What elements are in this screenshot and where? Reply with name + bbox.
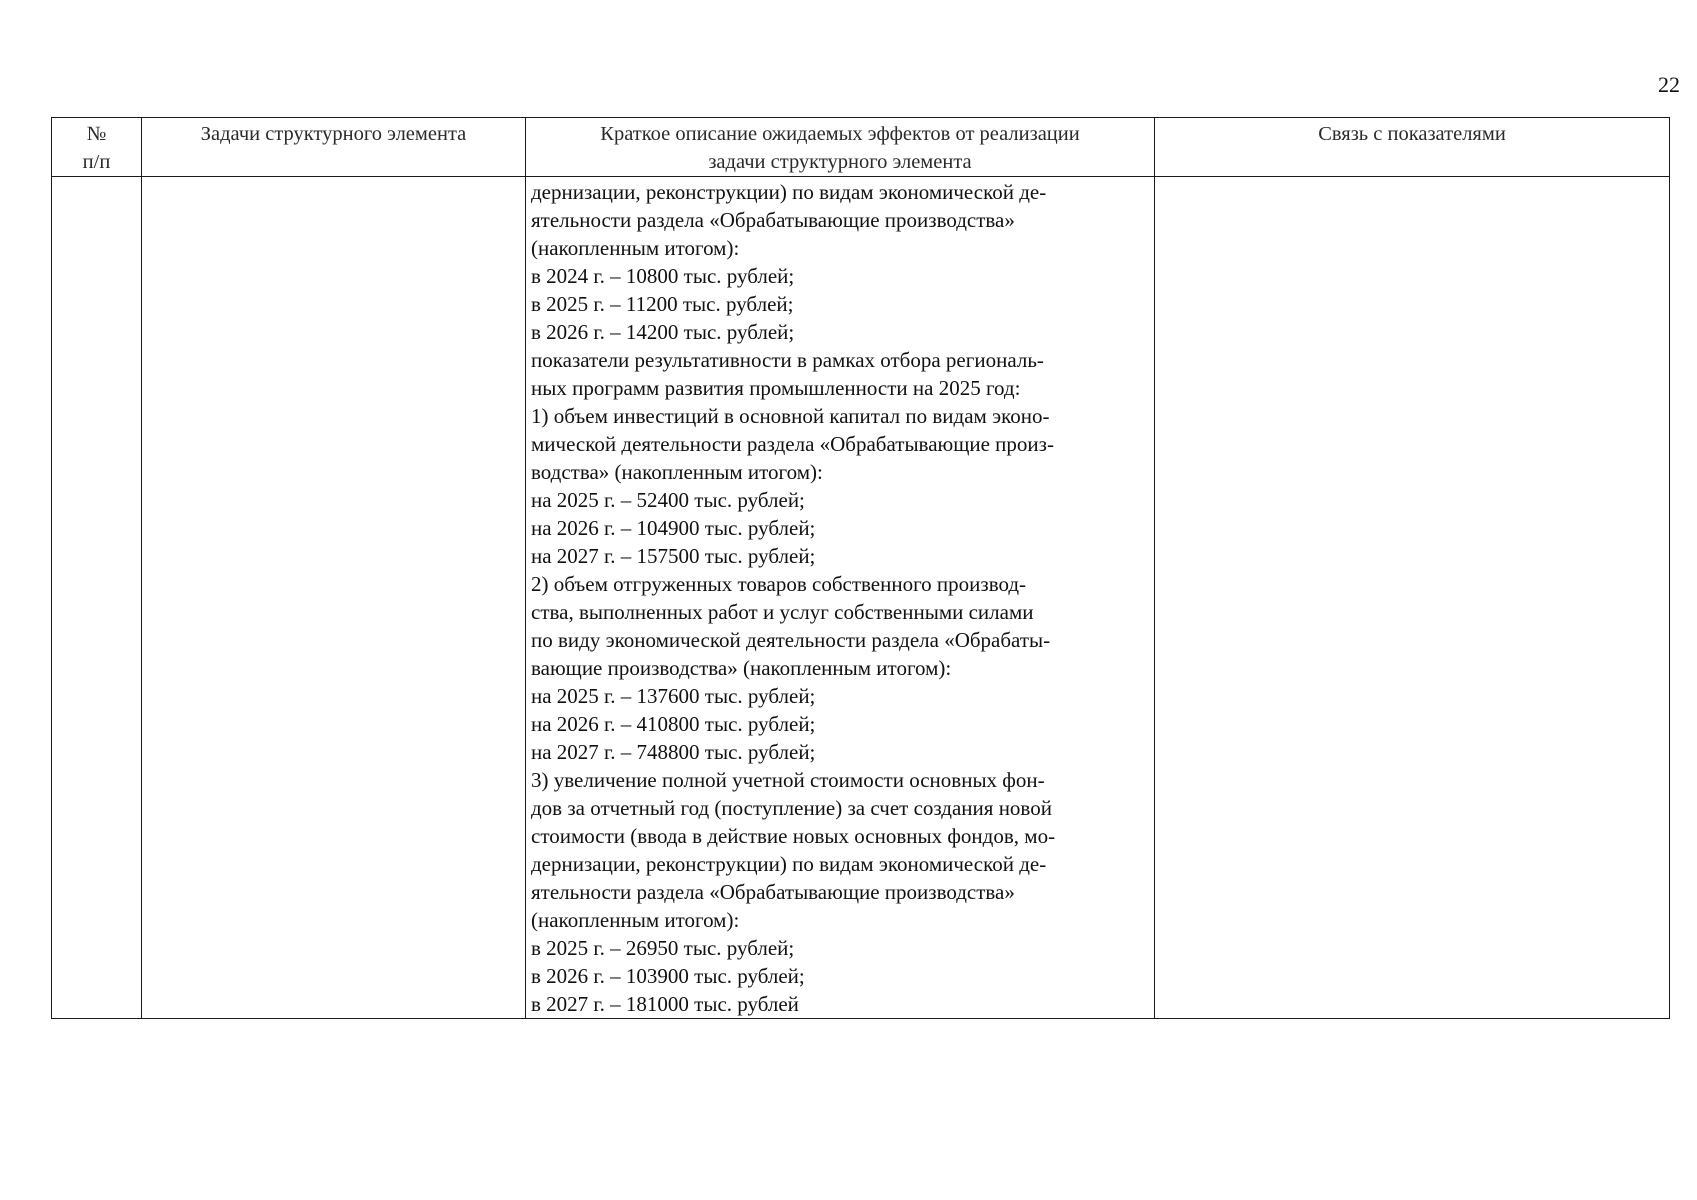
header-link: Связь с показателями (1155, 118, 1670, 177)
description-line: стоимости (ввода в действие новых основных фондов, мо- (531, 824, 1056, 848)
description-line: вающие производства» (накопленным итогом): (531, 656, 952, 680)
description-line: в 2025 г. – 26950 тыс. рублей; (531, 936, 795, 960)
description-line: 3) увеличение полной учетной стоимости основных фон- (531, 768, 1045, 792)
header-description-line1: Краткое описание ожидаемых эффектов от реализации (600, 123, 1080, 145)
description-line: дов за отчетный год (поступление) за счет создания новой (531, 796, 1052, 820)
description-line: (накопленным итогом): (531, 908, 740, 932)
description-line: ных программ развития промышленности на 2025 год: (531, 376, 1021, 400)
cell-number (52, 177, 142, 1019)
description-line: ятельности раздела «Обрабатывающие производства» (531, 880, 1015, 904)
description-line: мической деятельности раздела «Обрабатывающие произ- (531, 432, 1054, 456)
description-line: в 2026 г. – 103900 тыс. рублей; (531, 964, 805, 988)
table-row (52, 177, 1670, 1019)
description-line: дернизации, реконструкции) по видам экономической де- (531, 852, 1047, 876)
description-line: на 2025 г. – 137600 тыс. рублей; (531, 684, 816, 708)
description-line: показатели результативности в рамках отбора региональ- (531, 348, 1044, 372)
cell-description (526, 177, 1155, 1019)
header-number (52, 118, 142, 177)
description-line: в 2026 г. – 14200 тыс. рублей; (531, 320, 795, 344)
description-line: на 2025 г. – 52400 тыс. рублей; (531, 488, 805, 512)
description-line: ства, выполненных работ и услуг собственными силами (531, 600, 1034, 624)
header-number-symbol: № (86, 123, 107, 145)
description-line: ятельности раздела «Обрабатывающие производства» (531, 208, 1015, 232)
description-line: дернизации, реконструкции) по видам экономической де- (531, 180, 1047, 204)
description-line: в 2024 г. – 10800 тыс. рублей; (531, 264, 795, 288)
indicators-table (51, 117, 1670, 1019)
description-line: в 2027 г. – 181000 тыс. рублей (531, 992, 799, 1016)
description-line: 1) объем инвестиций в основной капитал по видам эконо- (531, 404, 1050, 428)
description-line: по виду экономической деятельности раздела «Обрабаты- (531, 628, 1051, 652)
description-line: на 2026 г. – 410800 тыс. рублей; (531, 712, 816, 736)
cell-link (1155, 177, 1670, 1019)
description-line: 2) объем отгруженных товаров собственного производ- (531, 572, 1027, 596)
header-number-abbrev: п/п (82, 151, 111, 173)
table-header-row (52, 118, 1670, 177)
description-line: водства» (накопленным итогом): (531, 460, 823, 484)
description-line: (накопленным итогом): (531, 236, 740, 260)
description-line: на 2026 г. – 104900 тыс. рублей; (531, 516, 816, 540)
header-task: Задачи структурного элемента (142, 118, 526, 177)
cell-task (142, 177, 526, 1019)
page-number: 22 (1658, 72, 1680, 97)
header-description (526, 118, 1155, 177)
description-line: в 2025 г. – 11200 тыс. рублей; (531, 292, 794, 316)
header-description-line2: задачи структурного элемента (708, 151, 972, 173)
description-line: на 2027 г. – 157500 тыс. рублей; (531, 544, 816, 568)
description-line: на 2027 г. – 748800 тыс. рублей; (531, 740, 816, 764)
